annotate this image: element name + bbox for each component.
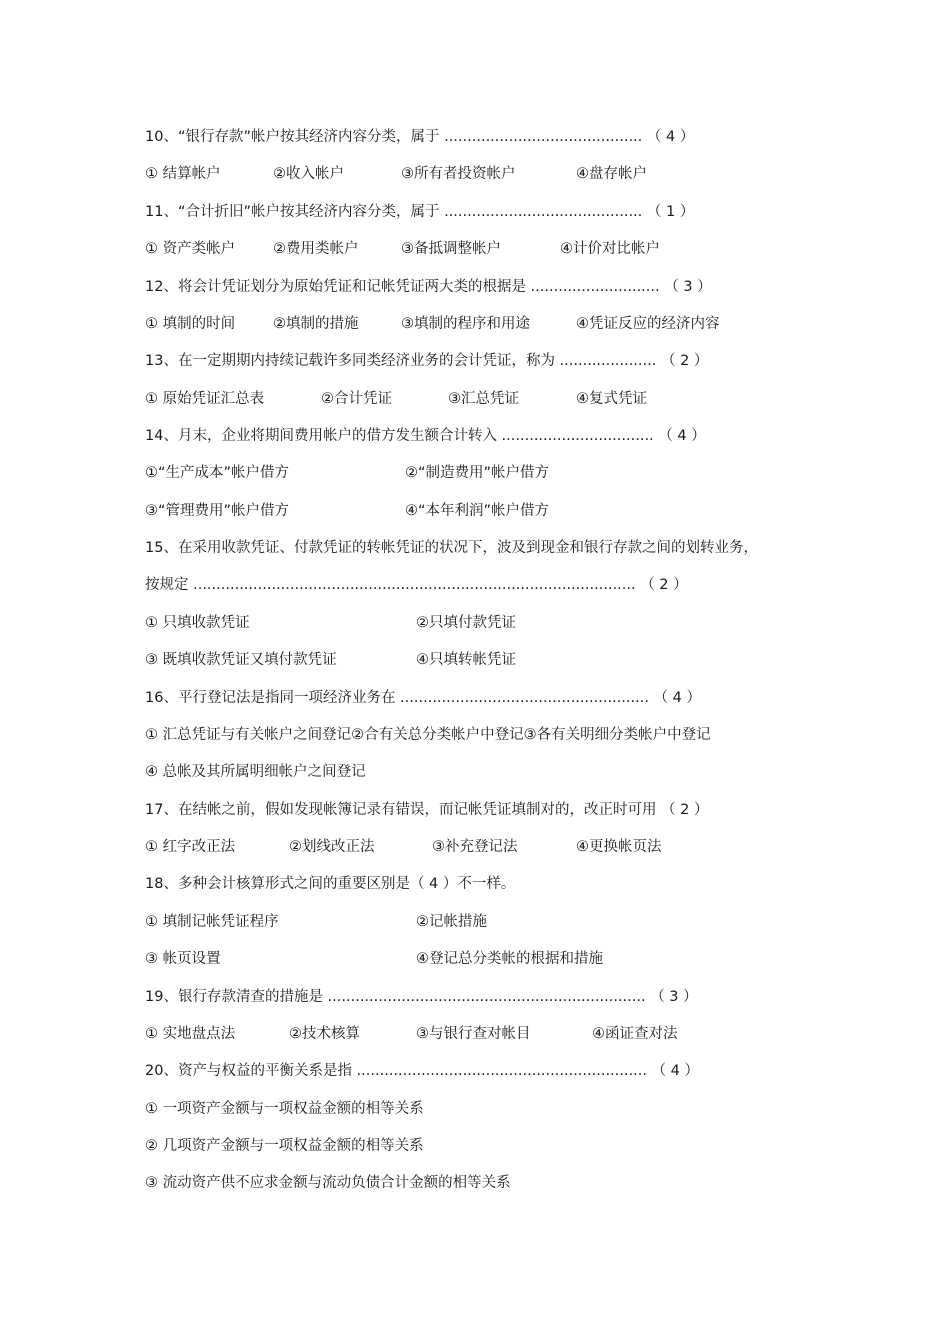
question-18-options-row2 <box>145 947 910 971</box>
option: ③ 帐页设置 <box>145 951 221 967</box>
question-17-stem: 17、在结帐之前，假如发现帐簿记录有错误，而记帐凭证填制对的，改正时可用 （ 2 ） <box>145 802 709 818</box>
question-18-stem: 18、多种会计核算形式之间的重要区别是（ 4 ）不一样。 <box>145 876 516 892</box>
option: ① 红字改正法 <box>145 839 236 855</box>
question-12-options <box>145 312 910 336</box>
option: ④更换帐页法 <box>576 839 662 855</box>
option: ③备抵调整帐户 <box>401 241 501 257</box>
option: ① 资产类帐户 <box>145 241 236 257</box>
option: ④“本年利润”帐户借方 <box>405 503 550 519</box>
question-15-stem: 15、在采用收款凭证、付款凭证的转帐凭证的状况下，波及到现金和银行存款之间的划转业务， <box>145 540 758 556</box>
question-14-options-row2 <box>145 499 910 523</box>
question-20-stem: 20、资产与权益的平衡关系是指 ............................................................... （ 4 ） <box>145 1063 699 1079</box>
option: ③所有者投资帐户 <box>401 166 516 182</box>
question-14-options-row1 <box>145 461 910 485</box>
option: ②只填付款凭证 <box>416 615 516 631</box>
question-16-option-row2 <box>145 760 910 784</box>
question-11-options <box>145 237 910 261</box>
option: ②划线改正法 <box>289 839 375 855</box>
option: ②记帐措施 <box>416 914 487 930</box>
question-20-option-3 <box>145 1171 910 1195</box>
option: ④函证查对法 <box>592 1026 678 1042</box>
option: ③汇总凭证 <box>448 391 519 407</box>
option: ① 汇总凭证与有关帐户之间登记②合有关总分类帐户中登记③各有关明细分类帐户中登记 <box>145 727 711 743</box>
option: ④复式凭证 <box>576 391 647 407</box>
option: ② 几项资产金额与一项权益金额的相等关系 <box>145 1138 424 1154</box>
option: ① 只填收款凭证 <box>145 615 250 631</box>
option: ① 填制记帐凭证程序 <box>145 914 279 930</box>
question-14-stem: 14、月末，企业将期间费用帐户的借方发生额合计转入 ................................. （ 4 ） <box>145 428 706 444</box>
question-19-stem: 19、银行存款清查的措施是 ..................................................................... （ 3 ） <box>145 989 698 1005</box>
option: ③补充登记法 <box>432 839 518 855</box>
question-18-options-row1 <box>145 910 910 934</box>
question-20-option-1 <box>145 1097 910 1121</box>
question-12-stem: 12、将会计凭证划分为原始凭证和记帐凭证两大类的根据是 ............................ （ 3 ） <box>145 279 712 295</box>
option: ③与银行查对帐目 <box>416 1026 531 1042</box>
question-13-options <box>145 387 910 411</box>
option: ②技术核算 <box>289 1026 360 1042</box>
question-11-stem: 11、“合计折旧”帐户按其经济内容分类，属于 ........................................... （ 1 ） <box>145 204 695 220</box>
option: ③ 流动资产供不应求金额与流动负债合计金额的相等关系 <box>145 1175 511 1191</box>
option: ③填制的程序和用途 <box>401 316 530 332</box>
option: ①“生产成本”帐户借方 <box>145 465 290 481</box>
question-19-options <box>145 1022 910 1046</box>
option: ① 原始凭证汇总表 <box>145 391 265 407</box>
question-17-options <box>145 835 910 859</box>
question-20-option-2 <box>145 1134 910 1158</box>
option: ③ 既填收款凭证又填付款凭证 <box>145 652 337 668</box>
option: ① 结算帐户 <box>145 166 221 182</box>
option: ① 一项资产金额与一项权益金额的相等关系 <box>145 1101 424 1117</box>
option: ②费用类帐户 <box>273 241 359 257</box>
option: ④登记总分类帐的根据和措施 <box>416 951 603 967</box>
option: ②收入帐户 <box>273 166 344 182</box>
question-13-stem: 13、在一定期期内持续记载许多同类经济业务的会计凭证，称为 ..................... （ 2 ） <box>145 353 709 369</box>
option: ②“制造费用”帐户借方 <box>405 465 550 481</box>
option: ④ 总帐及其所属明细帐户之间登记 <box>145 764 366 780</box>
question-16-stem: 16、平行登记法是指同一项经济业务在 ...................................................... （ 4 ） <box>145 690 702 706</box>
question-10-stem: 10、“银行存款”帐户按其经济内容分类，属于 ........................................... （ 4 ） <box>145 129 695 145</box>
question-15-options-row2 <box>145 648 910 672</box>
question-15-stem-continued: 按规定 ................................................................................................ （ 2 ） <box>145 577 688 593</box>
option: ① 填制的时间 <box>145 316 236 332</box>
option: ③“管理费用”帐户借方 <box>145 503 290 519</box>
option: ④盘存帐户 <box>576 166 647 182</box>
option: ②合计凭证 <box>321 391 392 407</box>
option: ②填制的措施 <box>273 316 359 332</box>
question-15-options-row1 <box>145 611 910 635</box>
option: ④只填转帐凭证 <box>416 652 516 668</box>
option: ④计价对比帐户 <box>560 241 660 257</box>
option: ④凭证反应的经济内容 <box>576 316 720 332</box>
question-10-options <box>145 162 910 186</box>
question-16-option-row1 <box>145 723 910 747</box>
option: ① 实地盘点法 <box>145 1026 236 1042</box>
